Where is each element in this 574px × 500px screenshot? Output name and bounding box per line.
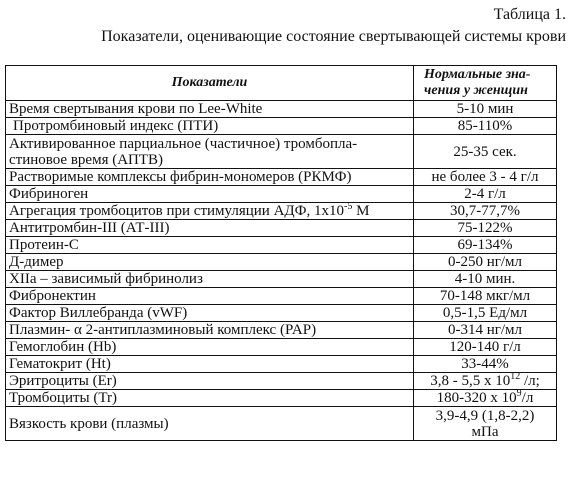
row-name: Растворимые комплексы фибрин-мономеров (РКМФ) xyxy=(6,169,414,186)
row-value: 69-134% xyxy=(414,237,557,254)
row-value-unit: /л xyxy=(521,390,534,406)
row-name: Гемоглобин (Hb) xyxy=(6,339,414,356)
table-row xyxy=(6,203,557,220)
row-value: 85-110% xyxy=(414,118,557,135)
row-name: Протромбиновый индекс (ПТИ) xyxy=(6,118,414,135)
row-name: Вязкость крови (плазмы) xyxy=(6,407,414,441)
row-value: 4-10 мин. xyxy=(414,271,557,288)
row-name: Протеин-С xyxy=(6,237,414,254)
row-name: Плазмин- α 2-антиплазминовый комплекс (PAP) xyxy=(6,322,414,339)
row-name: Эритроциты (Er) xyxy=(6,373,414,390)
row-value-exponent: 12 xyxy=(510,371,521,382)
row-value: 0-250 нг/мл xyxy=(414,254,557,271)
row-name-exponent: -5 xyxy=(344,201,353,212)
row-value-text: 3,8 - 5,5 х 10 xyxy=(430,373,511,389)
indicators-table xyxy=(5,65,557,441)
row-name: Фактор Виллебранда (vWF) xyxy=(6,305,414,322)
row-name: Время свертывания крови по Lee-White xyxy=(6,101,414,118)
table-row xyxy=(6,220,557,237)
table-header-row xyxy=(6,66,557,101)
table-row xyxy=(6,118,557,135)
row-value: 70-148 мкг/мл xyxy=(414,288,557,305)
table-row xyxy=(6,390,557,407)
row-value-exponent: 9 xyxy=(516,388,522,399)
row-name: Д-димер xyxy=(6,254,414,271)
header-normal-values-line2: чения у женщин xyxy=(424,83,528,98)
row-name-unit: М xyxy=(352,203,370,219)
row-value-line2: мПа xyxy=(471,423,499,440)
row-name: Антитромбин-III (АТ-III) xyxy=(6,220,414,237)
table-row xyxy=(6,169,557,186)
table-row xyxy=(6,356,557,373)
header-normal-values-line1: Нормальные зна- xyxy=(424,67,531,82)
row-value: 30,7-77,7% xyxy=(414,203,557,220)
header-normal-values xyxy=(414,66,557,101)
row-value: 75-122% xyxy=(414,220,557,237)
row-value-text: 180-320 х 10 xyxy=(436,390,517,406)
table-row xyxy=(6,339,557,356)
row-name xyxy=(6,203,414,220)
row-value: 120-140 г/л xyxy=(414,339,557,356)
table-row xyxy=(6,254,557,271)
table-row xyxy=(6,271,557,288)
row-value xyxy=(414,407,557,441)
row-name-line1: Активированное парциальное (частичное) тромбопла- xyxy=(9,135,358,152)
row-name: Фибриноген xyxy=(6,186,414,203)
row-name: Тромбоциты (Tr) xyxy=(6,390,414,407)
table-row xyxy=(6,135,557,169)
table-row xyxy=(6,186,557,203)
row-name: XIIa – зависимый фибринолиз xyxy=(6,271,414,288)
row-value: 25-35 сек. xyxy=(414,135,557,169)
row-value: 5-10 мин xyxy=(414,101,557,118)
row-value: 0-314 нг/мл xyxy=(414,322,557,339)
row-name-line2: стиновое время (АПТВ) xyxy=(9,151,164,168)
row-value-unit: /л; xyxy=(520,373,540,389)
header-indicators: Показатели xyxy=(6,66,414,101)
row-value: не более 3 - 4 г/л xyxy=(414,169,557,186)
row-value xyxy=(414,390,557,407)
table-row xyxy=(6,237,557,254)
table-row xyxy=(6,101,557,118)
row-name-text: Агрегация тромбоцитов при стимуляции АДФ, 1х10 xyxy=(9,203,344,219)
row-value xyxy=(414,373,557,390)
table-row xyxy=(6,305,557,322)
table-row xyxy=(6,373,557,390)
row-value-line1: 3,9-4,9 (1,8-2,2) xyxy=(435,407,535,424)
row-name: Фибронектин xyxy=(6,288,414,305)
row-value: 33-44% xyxy=(414,356,557,373)
row-name: Гематокрит (Ht) xyxy=(6,356,414,373)
table-row xyxy=(6,407,557,441)
row-value: 0,5-1,5 Ед/мл xyxy=(414,305,557,322)
table-number: Таблица 1. xyxy=(493,6,566,23)
table-row xyxy=(6,288,557,305)
table-title: Показатели, оценивающие состояние свертывающей системы крови xyxy=(101,28,566,45)
table-row xyxy=(6,322,557,339)
row-value: 2-4 г/л xyxy=(414,186,557,203)
row-name xyxy=(6,135,414,169)
